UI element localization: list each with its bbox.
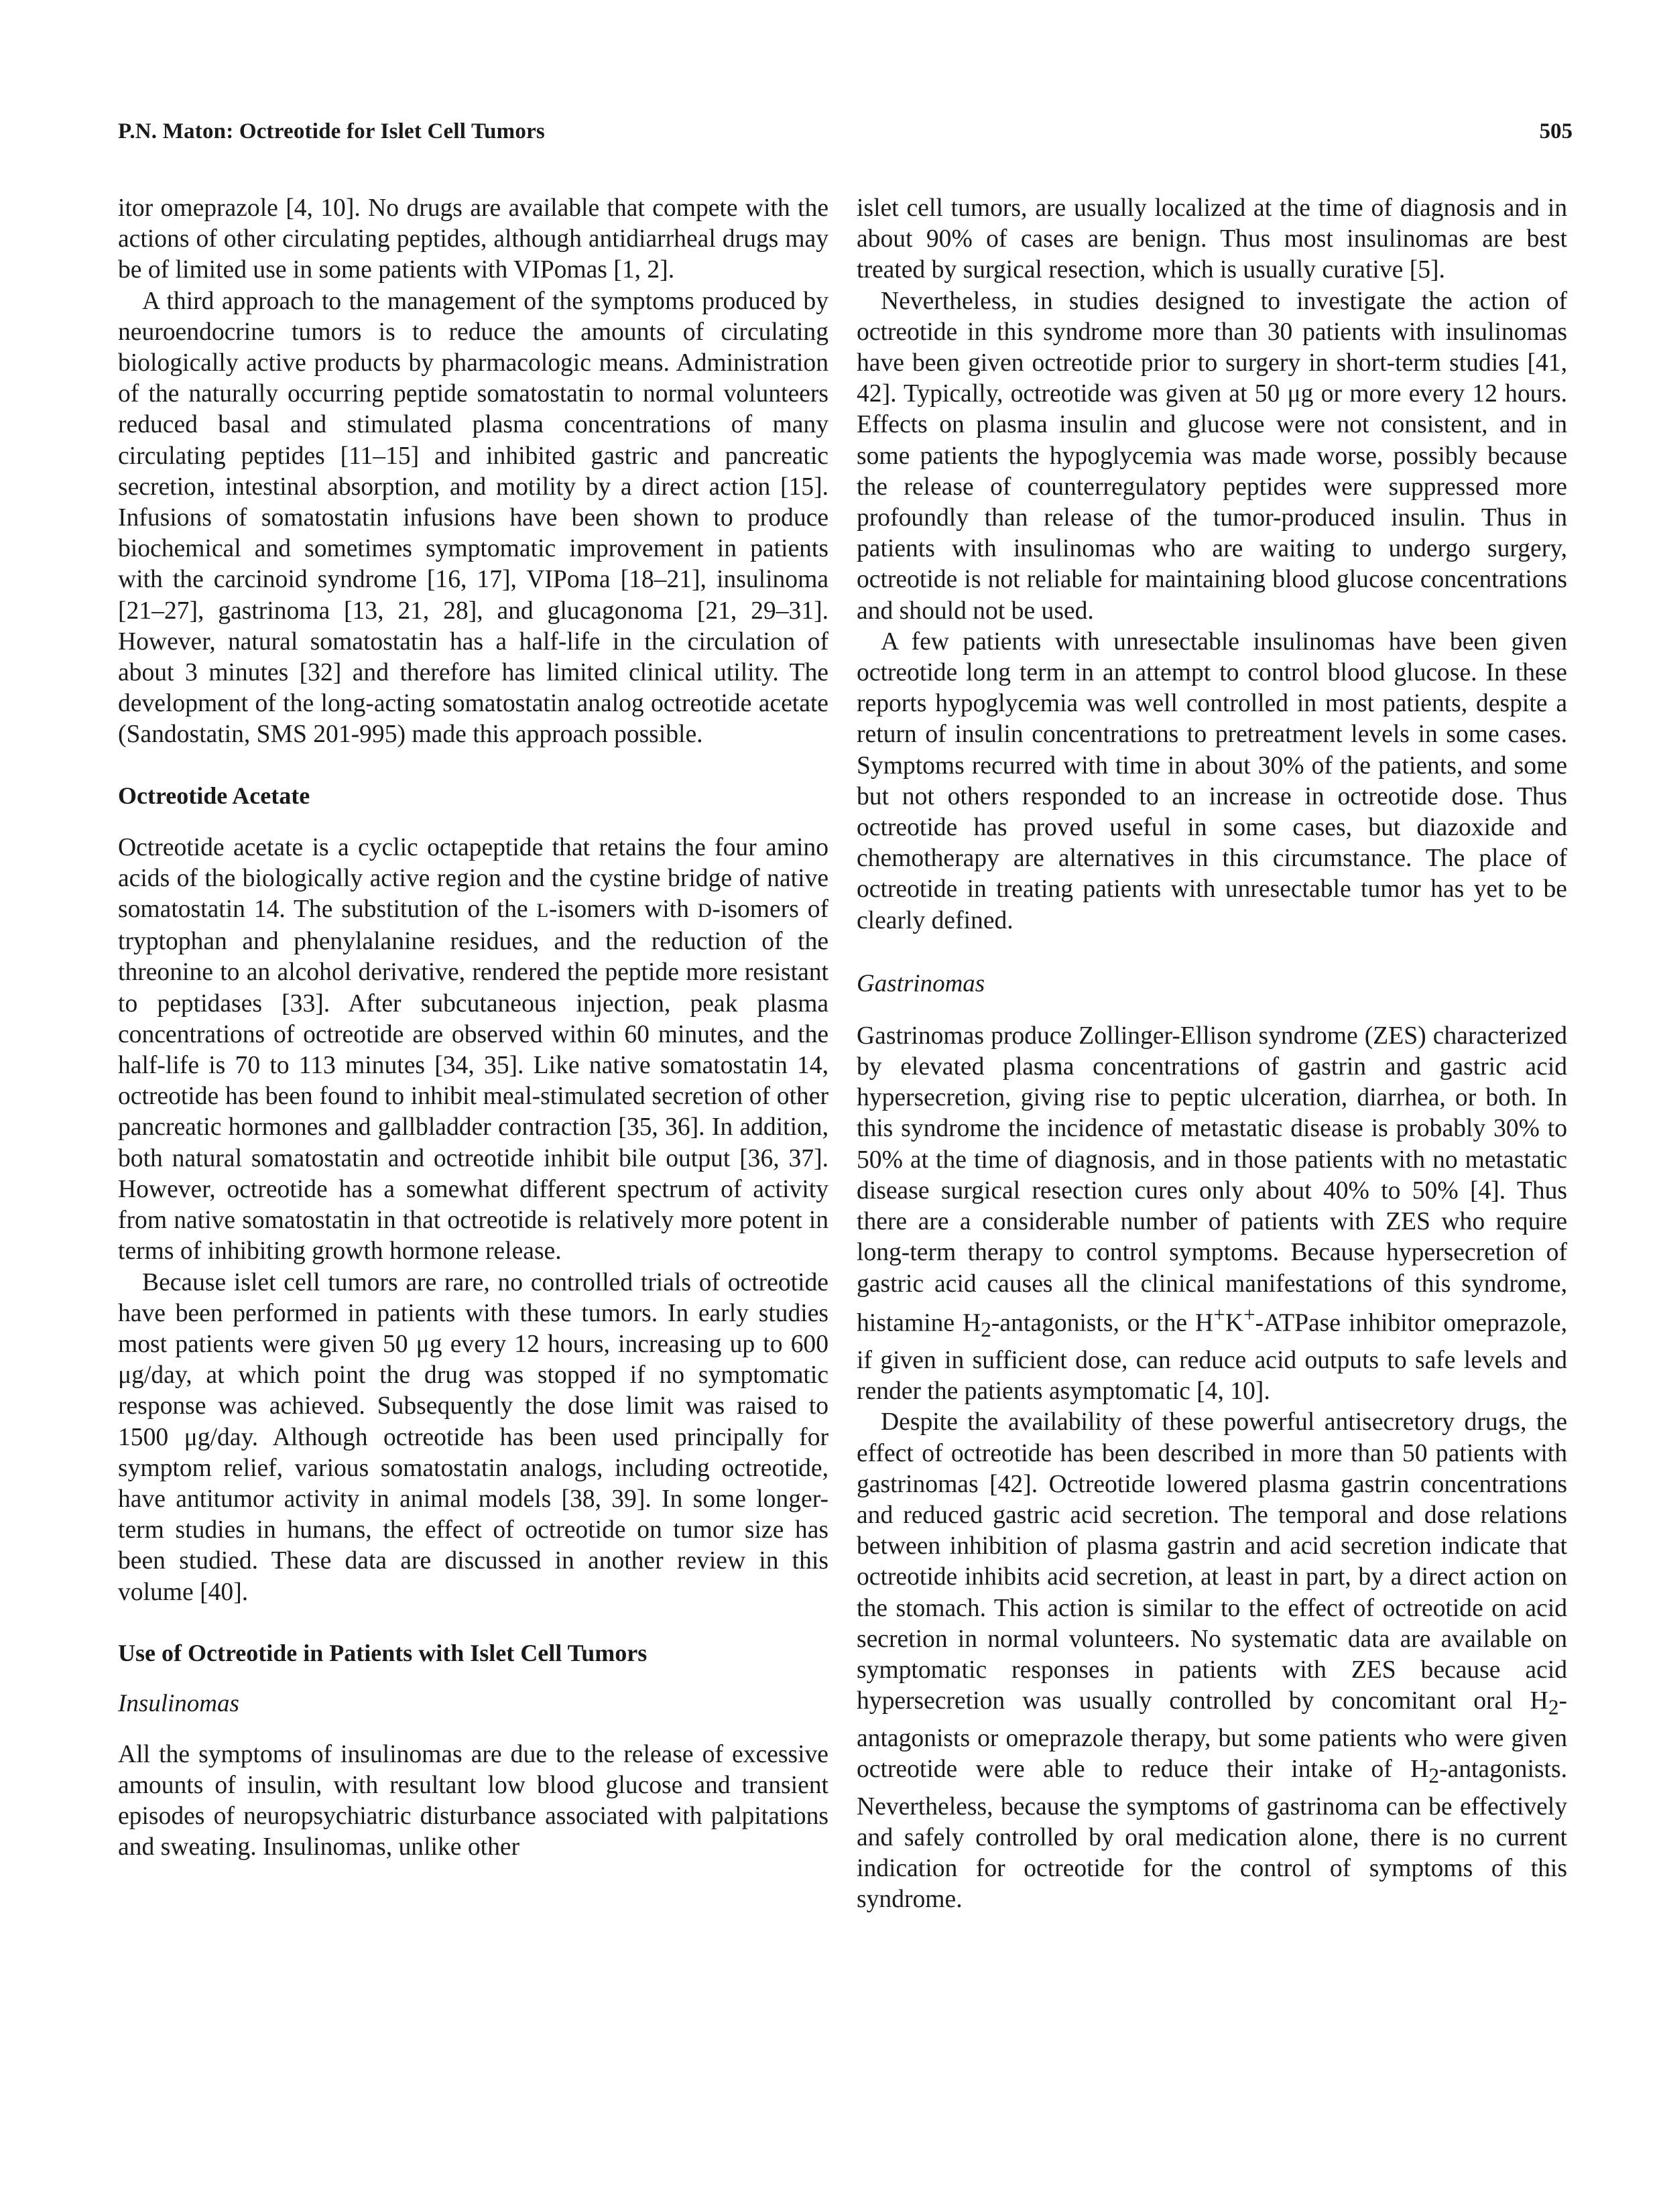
paragraph: A few patients with unresectable insulinomas have been given octreotide long term in an attempt to control blood glucose. In these reports hypoglycemia was well controlled in most patients, despite a return of insulin concentrations to pretreatment levels in some cases. Symptoms recurred with time in about 30% of the patients, and some but not others responded to an increase in octreotide dose. Thus octreotide has proved useful in some cases, but diazoxide and chemotherapy are alternatives in this circumstance. The place of octreotide in treating patients with unresectable tumor has yet to be clearly defined. (857, 627, 1567, 934)
subsection-heading-insulinomas: Insulinomas (118, 1689, 239, 1717)
left-column (118, 193, 828, 1863)
running-title: P.N. Maton: Octreotide for Islet Cell Tumors (118, 119, 545, 143)
running-head (118, 119, 1573, 153)
paragraph: Because islet cell tumors are rare, no controlled trials of octreotide have been performed in patients with these tumors. In early studies most patients were given 50 μg every 12 hours, increasing up to 600 μg/day, at which point the drug was stopped if no symptomatic response was achieved. Subsequently the dose limit was raised to 1500 μg/day. Although octreotide has been used principally for symptom relief, various somatostatin analogs, including octreotide, have antitumor activity in animal models [38, 39]. In some longer-term studies in humans, the effect of octreotide on tumor size has been studied. These data are discussed in another review in this volume [40]. (118, 1268, 828, 1606)
paragraph: islet cell tumors, are usually localized at the time of diagnosis and in about 90% of cases are benign. Thus most insulinomas are best treated by surgical resection, which is usually curative [5]. (857, 194, 1567, 284)
section-heading-use-of-octreotide: Use of Octreotide in Patients with Islet Cell Tumors (118, 1639, 648, 1666)
subsection-heading-gastrinomas: Gastrinomas (857, 969, 985, 997)
page-number: 505 (1539, 119, 1573, 143)
section-heading-octreotide-acetate: Octreotide Acetate (118, 782, 310, 809)
paragraph: Despite the availability of these powerful antisecretory drugs, the effect of octreotide has been described in more than 50 patients with gastrinomas [42]. Octreotide lowered plasma gastrin concentrations and reduced gastric acid secretion. The temporal and dose relations between inhibition of plasma gastrin and acid secretion indicate that octreotide inhibits acid secretion, at least in part, by a direct action on the stomach. This action is similar to the effect of octreotide on acid secretion in normal volunteers. No systematic data are available on symptomatic responses in patients with ZES because acid hypersecretion was usually controlled by concomitant oral $H_2$-antagonists or omeprazole therapy, but some patients who were given octreotide were able to reduce their intake of $H_2$-antagonists. Nevertheless, because the symptoms of gastrinoma can be effectively and safely controlled by oral medication alone, there is no current indication for octreotide for the control of symptoms of this syndrome. (857, 1408, 1567, 1914)
paragraph: Nevertheless, in studies designed to investigate the action of octreotide in this syndrome more than 30 patients with insulinomas have been given octreotide prior to surgery in short-term studies [41, 42]. Typically, octreotide was given at 50 μg or more every 12 hours. Effects on plasma insulin and glucose were not consistent, and in some patients the hypoglycemia was made worse, possibly because the release of counterregulatory peptides were suppressed more profoundly than release of the tumor-produced insulin. Thus in patients with insulinomas who are waiting to undergo surgery, octreotide is not reliable for maintaining blood glucose concentrations and should not be used. (857, 287, 1567, 625)
paragraph: Gastrinomas produce Zollinger-Ellison syndrome (ZES) characterized by elevated plasma concentrations of gastrin and gastric acid hypersecretion, giving rise to peptic ulceration, diarrhea, or both. In this syndrome the incidence of metastatic disease is probably 30% to 50% at the time of diagnosis, and in those patients with no metastatic disease surgical resection cures only about 40% to 50% [4]. Thus there are a considerable number of patients with ZES who require long-term therapy to control symptoms. Because hypersecretion of gastric acid causes all the clinical manifestations of this syndrome, histamine $H_2$-antagonists, or the H+K+-ATPase inhibitor omeprazole, if given in sufficient dose, can reduce acid outputs to safe levels and render the patients asymptomatic [4, 10]. (857, 1022, 1567, 1406)
right-column (857, 193, 1567, 1916)
paragraph: A third approach to the management of the symptoms produced by neuroendocrine tumors is to reduce the amounts of circulating biologically active products by pharmacologic means. Administration of the naturally occurring peptide somatostatin to normal volunteers reduced basal and stimulated plasma concentrations of many circulating peptides [11–15] and inhibited gastric and pancreatic secretion, intestinal absorption, and motility by a direct action [15]. Infusions of somatostatin infusions have been shown to produce biochemical and sometimes symptomatic improvement in patients with the carcinoid syndrome [16, 17], VIPoma [18–21], insulinoma [21–27], gastrinoma [13, 21, 28], and glucagonoma [21, 29–31]. However, natural somatostatin has a half-life in the circulation of about 3 minutes [32] and therefore has limited clinical utility. The development of the long-acting somatostatin analog octreotide acetate (Sandostatin, SMS 201-995) made this approach possible. (118, 287, 828, 749)
paragraph: itor omeprazole [4, 10]. No drugs are available that compete with the actions of other circulating peptides, although antidiarrheal drugs may be of limited use in some patients with VIPomas [1, 2]. (118, 194, 828, 284)
paragraph: All the symptoms of insulinomas are due to the release of excessive amounts of insulin, with resultant low blood glucose and transient episodes of neuropsychiatric disturbance associated with palpitations and sweating. Insulinomas, unlike other (118, 1740, 828, 1861)
paragraph: Octreotide acetate is a cyclic octapeptide that retains the four amino acids of the biologically active region and the cystine bridge of native somatostatin 14. The substitution of the L-isomers with D-isomers of tryptophan and phenylalanine residues, and the reduction of the threonine to an alcohol derivative, rendered the peptide more resistant to peptidases [33]. After subcutaneous injection, peak plasma concentrations of octreotide are observed within 60 minutes, and the half-life is 70 to 113 minutes [34, 35]. Like native somatostatin 14, octreotide has been found to inhibit meal-stimulated secretion of other pancreatic hormones and gallbladder contraction [35, 36]. In addition, both natural somatostatin and octreotide inhibit bile output [36, 37]. However, octreotide has a somewhat different spectrum of activity from native somatostatin in that octreotide is relatively more potent in terms of inhibiting growth hormone release. (118, 833, 828, 1266)
